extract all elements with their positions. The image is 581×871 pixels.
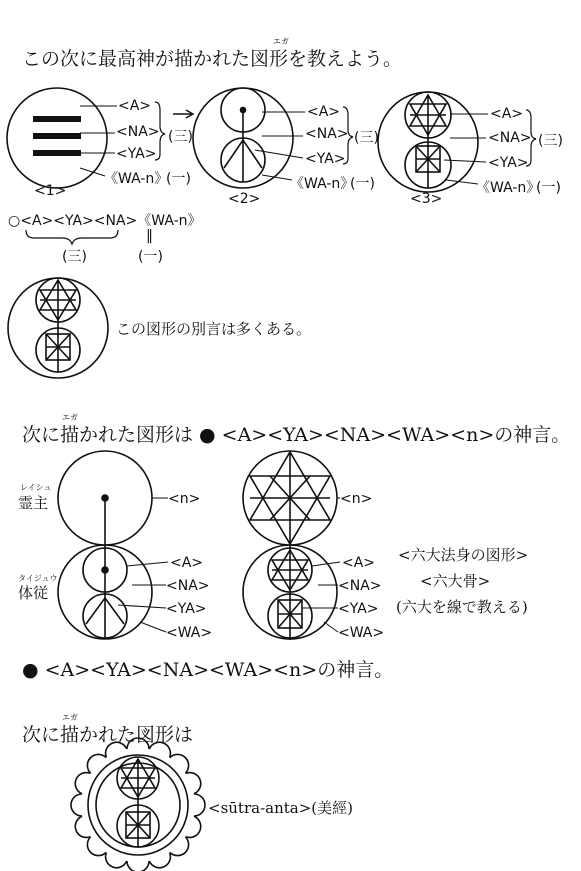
scallop-arc: [149, 742, 170, 757]
fig2-label-na: <NA>: [305, 126, 349, 142]
scallop-arc: [87, 837, 106, 856]
alt-figure: [8, 278, 108, 378]
large-left-ya: <YA>: [166, 601, 207, 617]
scallop-arc: [149, 853, 170, 868]
fig3-label-ya: <YA>: [488, 155, 529, 171]
scallop-arc: [75, 773, 90, 794]
fig3-label-ichi: (一): [536, 180, 561, 196]
fig2-caption: <2>: [228, 191, 261, 207]
scallop-arc: [106, 853, 127, 868]
fig1-label-san: (三): [168, 129, 193, 145]
scallop-arc: [127, 861, 149, 871]
heading-bottom: 次に描かれた図形は: [22, 724, 194, 746]
large-left-n: <n>: [168, 491, 201, 507]
caption-rokudai-3: (六大を線で教える): [396, 598, 528, 616]
large-left-figure: [58, 451, 168, 639]
scallop-arc: [186, 816, 201, 837]
ruby-ega-3: エガ: [62, 713, 78, 722]
fig1-label-wan: 《WA-n》: [104, 171, 169, 187]
large-right-n: <n>: [340, 491, 373, 507]
formula-brace: [26, 230, 118, 244]
large-right-na: <NA>: [338, 578, 382, 594]
large-left-wa: <WA>: [166, 625, 213, 641]
large-right-figure: [243, 451, 340, 640]
shingon-line: ● <A><YA><NA><WA><n>の神言。: [22, 659, 394, 681]
large-right-a: <A>: [342, 555, 376, 571]
fig2-label-wan: 《WA-n》: [290, 176, 355, 192]
large-left-a: <A>: [170, 555, 204, 571]
scallop-arc: [71, 794, 82, 816]
scallop-arc: [170, 754, 189, 773]
formula-equals: ‖: [146, 228, 153, 244]
fig1-label-ichi: (一): [166, 171, 191, 187]
alt-text: この図形の別言は多くある。: [116, 320, 312, 338]
fig1-label-a: <A>: [118, 98, 152, 114]
formula-san: (三): [62, 249, 87, 265]
large-right-ya: <YA>: [338, 601, 379, 617]
taiju-ruby: タイジュウ: [18, 574, 58, 583]
scallop-arc: [87, 754, 106, 773]
large-left-na: <NA>: [166, 578, 210, 594]
sutra-figure: [71, 738, 205, 871]
fig1-label-ya: <YA>: [116, 146, 157, 162]
sutra-label: <sūtra-anta>(美經): [208, 799, 353, 817]
caption-rokudai-2: <六大骨>: [420, 572, 491, 590]
heading-top: この次に最高神が描かれた図形を教えよう。: [22, 48, 403, 70]
fig2-label-san: (三): [354, 130, 379, 146]
fig2-diagram: [193, 88, 353, 188]
scallop-arc: [106, 742, 127, 757]
fig1-label-na: <NA>: [116, 124, 160, 140]
fig2-label-ya: <YA>: [305, 151, 346, 167]
fig3-label-san: (三): [538, 133, 563, 149]
fig2-label-ichi: (一): [350, 176, 375, 192]
large-right-wa: <WA>: [338, 625, 385, 641]
fig3-caption: <3>: [410, 191, 443, 207]
fig1-diagram: [7, 88, 193, 188]
heading-middle: 次に描かれた図形は ● <A><YA><NA><WA><n>の神言。: [22, 424, 571, 446]
scallop-arc: [127, 738, 149, 749]
reishu-ruby: レイシュ: [20, 483, 52, 492]
scallop-arc: [186, 773, 201, 794]
fig1-caption: <1>: [34, 183, 67, 199]
ruby-ega-1: エガ: [273, 37, 289, 46]
fig3-diagram: [378, 92, 536, 192]
reishu-label: 霊主: [18, 494, 49, 512]
fig2-label-a: <A>: [307, 104, 341, 120]
scallop-arc: [170, 837, 189, 856]
fig3-label-na: <NA>: [488, 130, 532, 146]
fig3-label-wan: 《WA-n》: [476, 180, 541, 196]
ruby-ega-2: エガ: [62, 413, 78, 422]
caption-rokudai-1: <六大法身の図形>: [398, 546, 529, 564]
taiju-label: 体従: [18, 584, 49, 602]
scallop-arc: [75, 816, 90, 837]
fig3-label-a: <A>: [490, 106, 524, 122]
formula-ichi: (一): [138, 249, 163, 265]
scallop-arc: [194, 794, 205, 816]
formula-line: ○<A><YA><NA>《WA-n》: [8, 213, 202, 229]
